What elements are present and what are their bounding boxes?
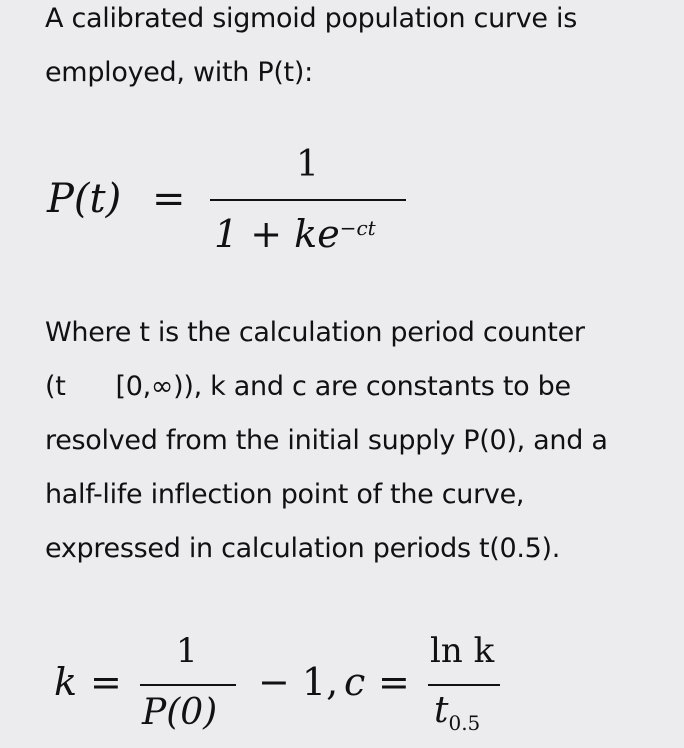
formula2-equals-2: = bbox=[378, 660, 410, 704]
formula2-equals-1: = bbox=[90, 660, 122, 704]
formula2-fraction1-bar bbox=[140, 684, 236, 686]
intro-line-2: employed, with P(t): bbox=[45, 57, 313, 88]
formula1-lhs: P(t) bbox=[47, 176, 122, 222]
explanation-line-3: resolved from the initial supply P(0), and a bbox=[45, 425, 608, 456]
intro-line-1: A calibrated sigmoid population curve is bbox=[45, 3, 577, 34]
formula2-t-subscript: 0.5 bbox=[448, 711, 481, 735]
formula2-fraction1-denominator bbox=[142, 692, 217, 733]
formula1-numerator: 1 bbox=[296, 144, 319, 185]
formula2-fraction2-numerator: ln k bbox=[430, 631, 495, 671]
formula1-equals: = bbox=[152, 176, 186, 222]
explanation-line-1: Where t is the calculation period counter bbox=[45, 317, 585, 348]
formula1-fraction-bar bbox=[210, 199, 406, 201]
explanation-line-2-start: (t bbox=[45, 371, 66, 402]
explanation-paragraph bbox=[45, 306, 608, 576]
formula1-denominator-exponent: −ct bbox=[339, 216, 376, 240]
element-of-symbol bbox=[66, 360, 116, 414]
explanation-line-4: half-life inflection point of the curve, bbox=[45, 479, 525, 510]
formula2-t: t bbox=[434, 690, 449, 731]
formula2-minus-one: − 1, bbox=[258, 660, 339, 704]
explanation-line-5: expressed in calculation periods t(0.5). bbox=[45, 533, 561, 564]
explanation-line-2 bbox=[45, 360, 608, 414]
formula2-k: k bbox=[54, 660, 78, 704]
formula1-denominator-base: 1 + ke bbox=[214, 212, 340, 256]
formula2-c: c bbox=[344, 660, 366, 704]
formula2-fraction2-denominator bbox=[434, 690, 481, 735]
formula2-fraction2-bar bbox=[428, 684, 500, 686]
intro-paragraph bbox=[45, 0, 577, 100]
formula1-denominator bbox=[214, 212, 376, 256]
formula2-fraction1-numerator: 1 bbox=[176, 631, 198, 671]
explanation-line-2-end: [0,∞)), k and c are constants to be bbox=[115, 371, 571, 402]
formula2-p: P(0) bbox=[142, 692, 218, 733]
